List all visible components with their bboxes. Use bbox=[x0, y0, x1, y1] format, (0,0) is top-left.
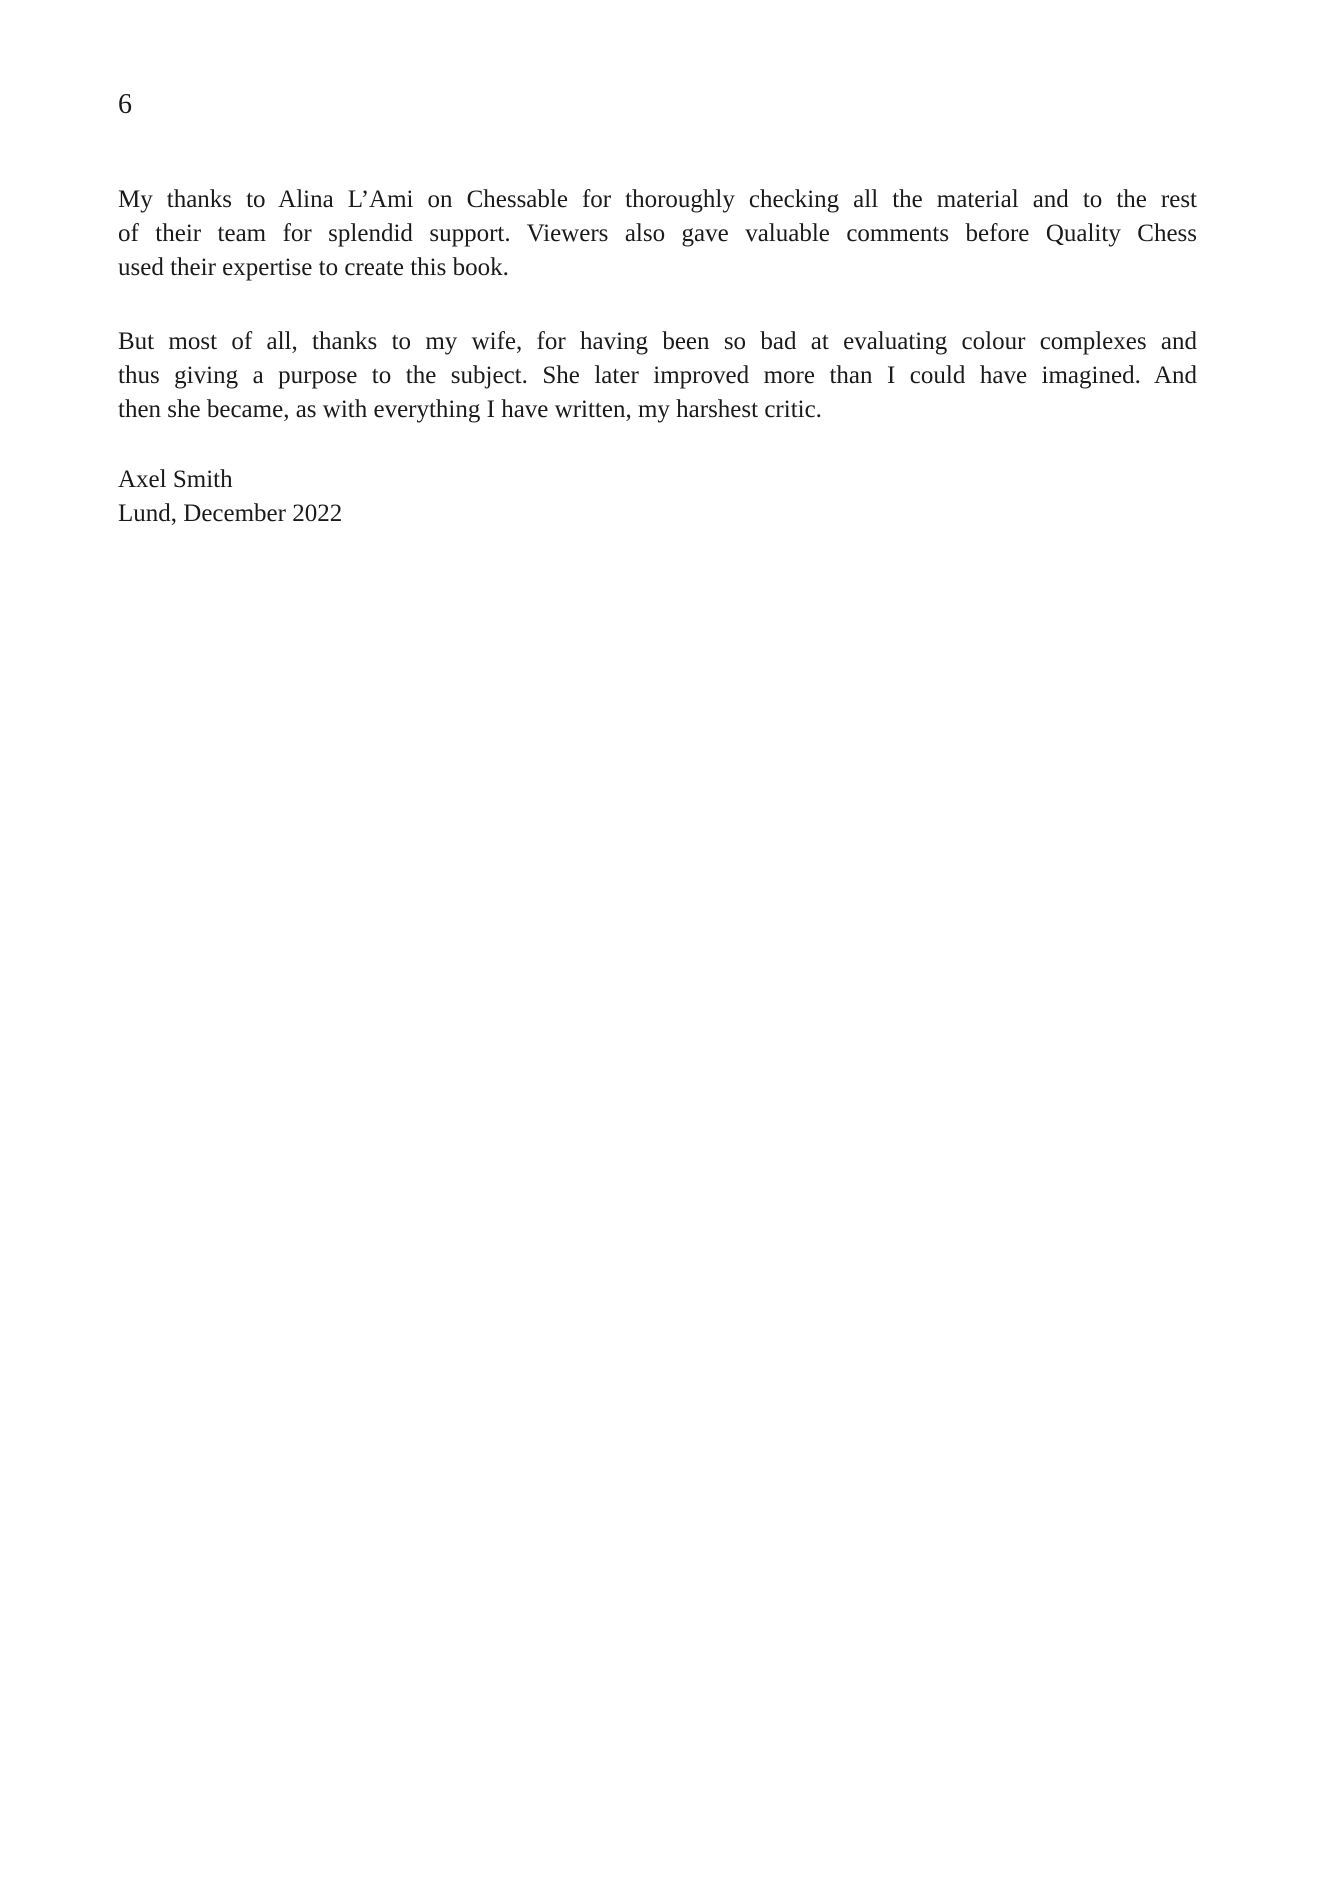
page-number: 6 bbox=[118, 89, 132, 120]
paragraph-1-line-2: of their team for splendid support. Viewers also gave valuable comments before Quality Chess bbox=[118, 220, 1197, 247]
paragraph-2-line-2: thus giving a purpose to the subject. She later improved more than I could have imagined. And bbox=[118, 362, 1197, 389]
signature-place-date: Lund, December 2022 bbox=[118, 500, 343, 527]
acknowledgements-paragraph-1 bbox=[118, 183, 1197, 285]
paragraph-2-line-1: But most of all, thanks to my wife, for having been so bad at evaluating colour complexes and bbox=[118, 328, 1197, 355]
signature-block bbox=[118, 463, 1197, 531]
signature-author: Axel Smith bbox=[118, 466, 233, 493]
paragraph-1-line-3: used their expertise to create this book. bbox=[118, 254, 509, 281]
paragraph-1-line-1: My thanks to Alina L’Ami on Chessable for thoroughly checking all the material and to the rest bbox=[118, 186, 1197, 213]
acknowledgements-paragraph-2 bbox=[118, 325, 1197, 427]
paragraph-2-line-3: then she became, as with everything I have written, my harshest critic. bbox=[118, 396, 822, 423]
